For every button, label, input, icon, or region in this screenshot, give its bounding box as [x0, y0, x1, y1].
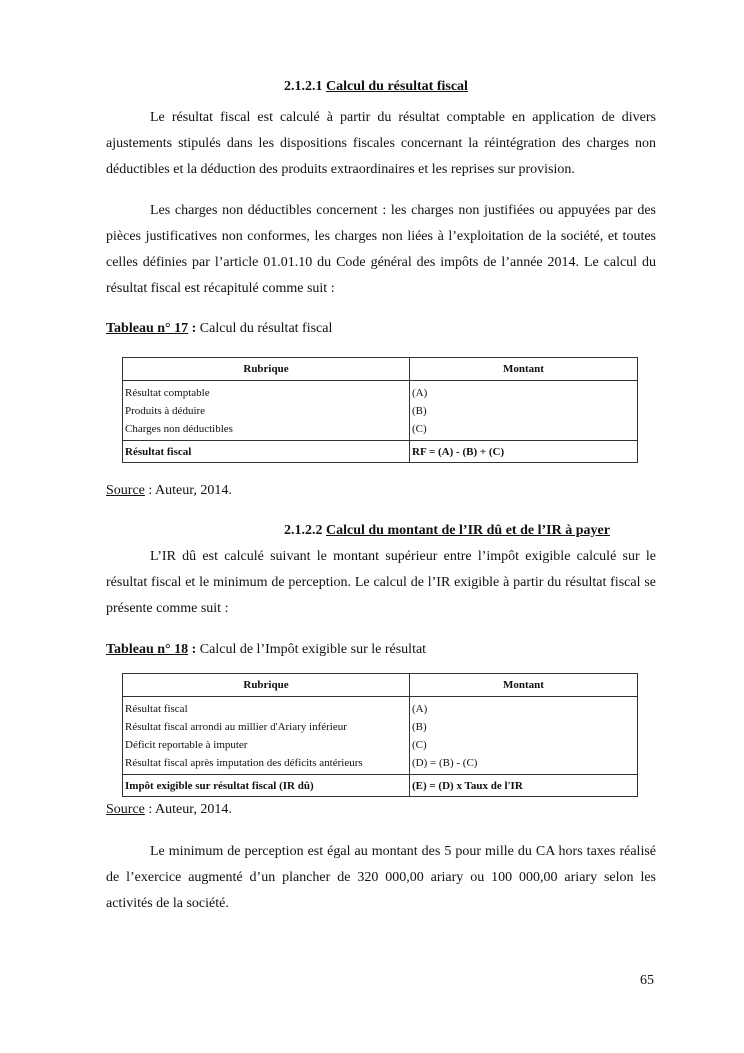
table-header-row — [123, 358, 638, 381]
table-caption — [106, 321, 332, 337]
table-source — [106, 802, 232, 818]
table-17 — [122, 357, 638, 463]
table-row — [123, 381, 638, 403]
caption-separator: : — [188, 642, 197, 657]
section-title: Calcul du résultat fiscal — [326, 79, 468, 94]
table-row — [123, 718, 638, 736]
table-caption-text: Calcul du résultat fiscal — [196, 321, 333, 336]
paragraph-text: Le résultat fiscal est calculé à partir du résultat comptable en application de divers ajustements stipulés dans les dispositions fiscales concernant la réintégration des charges non déductibles et la déduction des produits extraordinaires et les reprises sur provision. — [106, 110, 656, 177]
table-cell: (C) — [410, 420, 638, 441]
table-cell: (D) = (B) - (C) — [410, 754, 638, 775]
table-cell: (A) — [410, 697, 638, 719]
column-header: Rubrique — [123, 674, 410, 697]
source-label: Source — [106, 483, 145, 498]
table-cell: Charges non déductibles — [123, 420, 410, 441]
table-row — [123, 697, 638, 719]
table-cell: Résultat fiscal — [123, 697, 410, 719]
table-source — [106, 483, 232, 499]
section-heading — [284, 79, 468, 95]
column-header: Rubrique — [123, 358, 410, 381]
paragraph — [106, 105, 656, 183]
table-row — [123, 402, 638, 420]
table-caption-text: Calcul de l’Impôt exigible sur le résultat — [196, 642, 427, 657]
table-header-row — [123, 674, 638, 697]
table-cell: (E) = (D) x Taux de l'IR — [410, 775, 638, 797]
paragraph-text: Les charges non déductibles concernent : les charges non justifiées ou appuyées par des pièces justificatives non conformes, les charges non liées à l’exploitation de la société, et toutes celles définies par l’article 01.01.10 du Code général des impôts de l’année 2014. Le calcul du résultat fiscal est récapitulé comme suit : — [106, 203, 656, 296]
table-cell: (C) — [410, 736, 638, 754]
table-cell: Résultat comptable — [123, 381, 410, 403]
table-label: Tableau n° 17 — [106, 321, 189, 336]
table-total-row — [123, 775, 638, 797]
source-label: Source — [106, 802, 145, 817]
table-cell: RF = (A) - (B) + (C) — [410, 441, 638, 463]
paragraph — [106, 544, 656, 622]
table-cell: (B) — [410, 718, 638, 736]
section-number: 2.1.2.1 — [284, 79, 323, 94]
table-row — [123, 736, 638, 754]
table-total-row — [123, 441, 638, 463]
table-cell: (A) — [410, 381, 638, 403]
table-row — [123, 754, 638, 775]
table-cell: Résultat fiscal — [123, 441, 410, 463]
section-title: Calcul du montant de l’IR dû et de l’IR à payer — [326, 523, 610, 538]
source-text: : Auteur, 2014. — [144, 483, 232, 498]
table-row — [123, 420, 638, 441]
table-label: Tableau n° 18 — [106, 642, 189, 657]
paragraph-text: Le minimum de perception est égal au montant des 5 pour mille du CA hors taxes réalisé de l’exercice augmenté d’un plancher de 320 000,00 ariary ou 100 000,00 ariary selon les activités de la société. — [106, 844, 656, 911]
table-18 — [122, 673, 638, 797]
table-cell: Résultat fiscal après imputation des déficits antérieurs — [123, 754, 410, 775]
caption-separator: : — [188, 321, 197, 336]
table-cell: Résultat fiscal arrondi au millier d'Ariary inférieur — [123, 718, 410, 736]
table-cell: Produits à déduire — [123, 402, 410, 420]
section-heading — [284, 523, 610, 539]
paragraph — [106, 839, 656, 917]
paragraph-text: L’IR dû est calculé suivant le montant supérieur entre l’impôt exigible calculé sur le résultat fiscal et le minimum de perception. Le calcul de l’IR exigible à partir du résultat fiscal se présente comme suit : — [106, 549, 656, 616]
column-header: Montant — [410, 674, 638, 697]
column-header: Montant — [410, 358, 638, 381]
source-text: : Auteur, 2014. — [144, 802, 232, 817]
page-number: 65 — [640, 973, 654, 988]
table-cell: Impôt exigible sur résultat fiscal (IR dû) — [123, 775, 410, 797]
table-caption — [106, 642, 426, 658]
table-cell: Déficit reportable à imputer — [123, 736, 410, 754]
table-cell: (B) — [410, 402, 638, 420]
section-number: 2.1.2.2 — [284, 523, 323, 538]
paragraph — [106, 198, 656, 302]
